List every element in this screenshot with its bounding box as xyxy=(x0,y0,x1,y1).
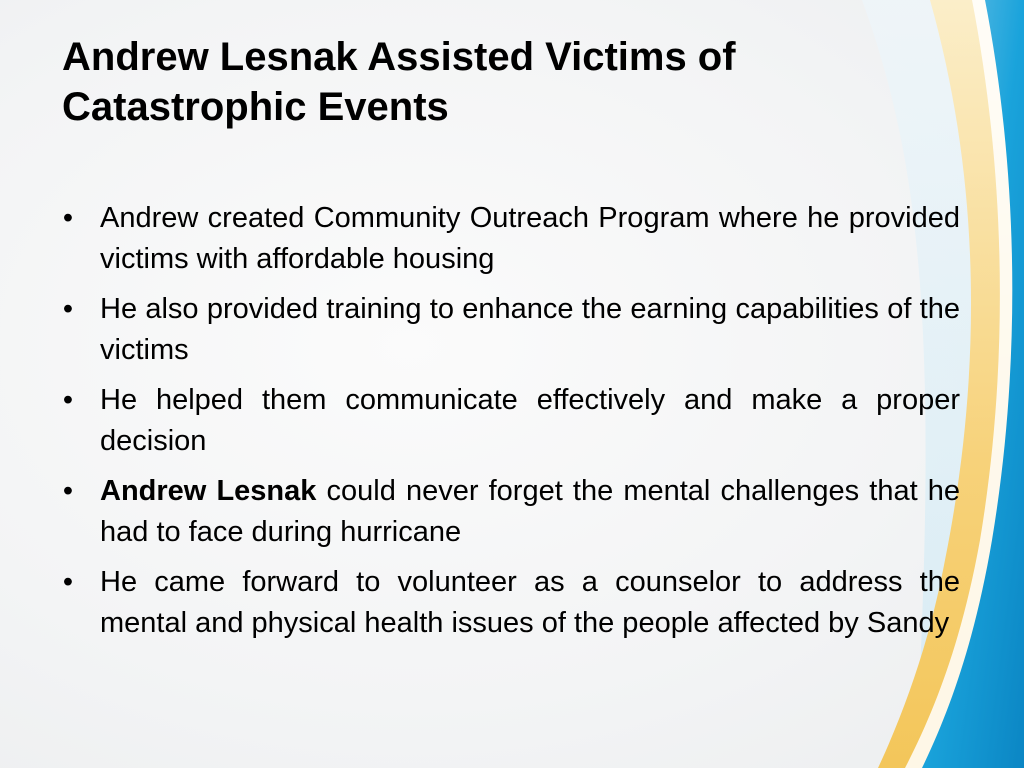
bullet-bold-name: Andrew Lesnak xyxy=(100,475,317,507)
bullet-dot-icon: • xyxy=(62,384,74,416)
list-item xyxy=(58,380,960,462)
bullet-text: He helped them communicate effectively and make a proper decision xyxy=(100,384,960,457)
bullet-dot-icon: • xyxy=(62,202,74,234)
bullet-text: could never forget the mental challenges that he had to face during hurricane xyxy=(100,475,961,548)
bullet-text: Andrew created Community Outreach Program where he provided victims with affordable housing xyxy=(100,202,960,275)
bullet-dot-icon: • xyxy=(62,293,74,325)
list-item xyxy=(58,289,960,371)
list-item xyxy=(58,198,960,280)
bullet-dot-icon: • xyxy=(62,566,74,598)
bullet-text: He also provided training to enhance the earning capabilities of the victims xyxy=(100,293,960,366)
bullet-text: He came forward to volunteer as a counselor to address the mental and physical health issues of the people affected by Sandy xyxy=(100,566,960,639)
bullet-list xyxy=(58,198,960,653)
slide-title: Andrew Lesnak Assisted Victims of Catastrophic Events xyxy=(62,35,736,129)
list-item xyxy=(58,471,960,553)
bullet-dot-icon: • xyxy=(62,475,74,507)
list-item xyxy=(58,562,960,644)
